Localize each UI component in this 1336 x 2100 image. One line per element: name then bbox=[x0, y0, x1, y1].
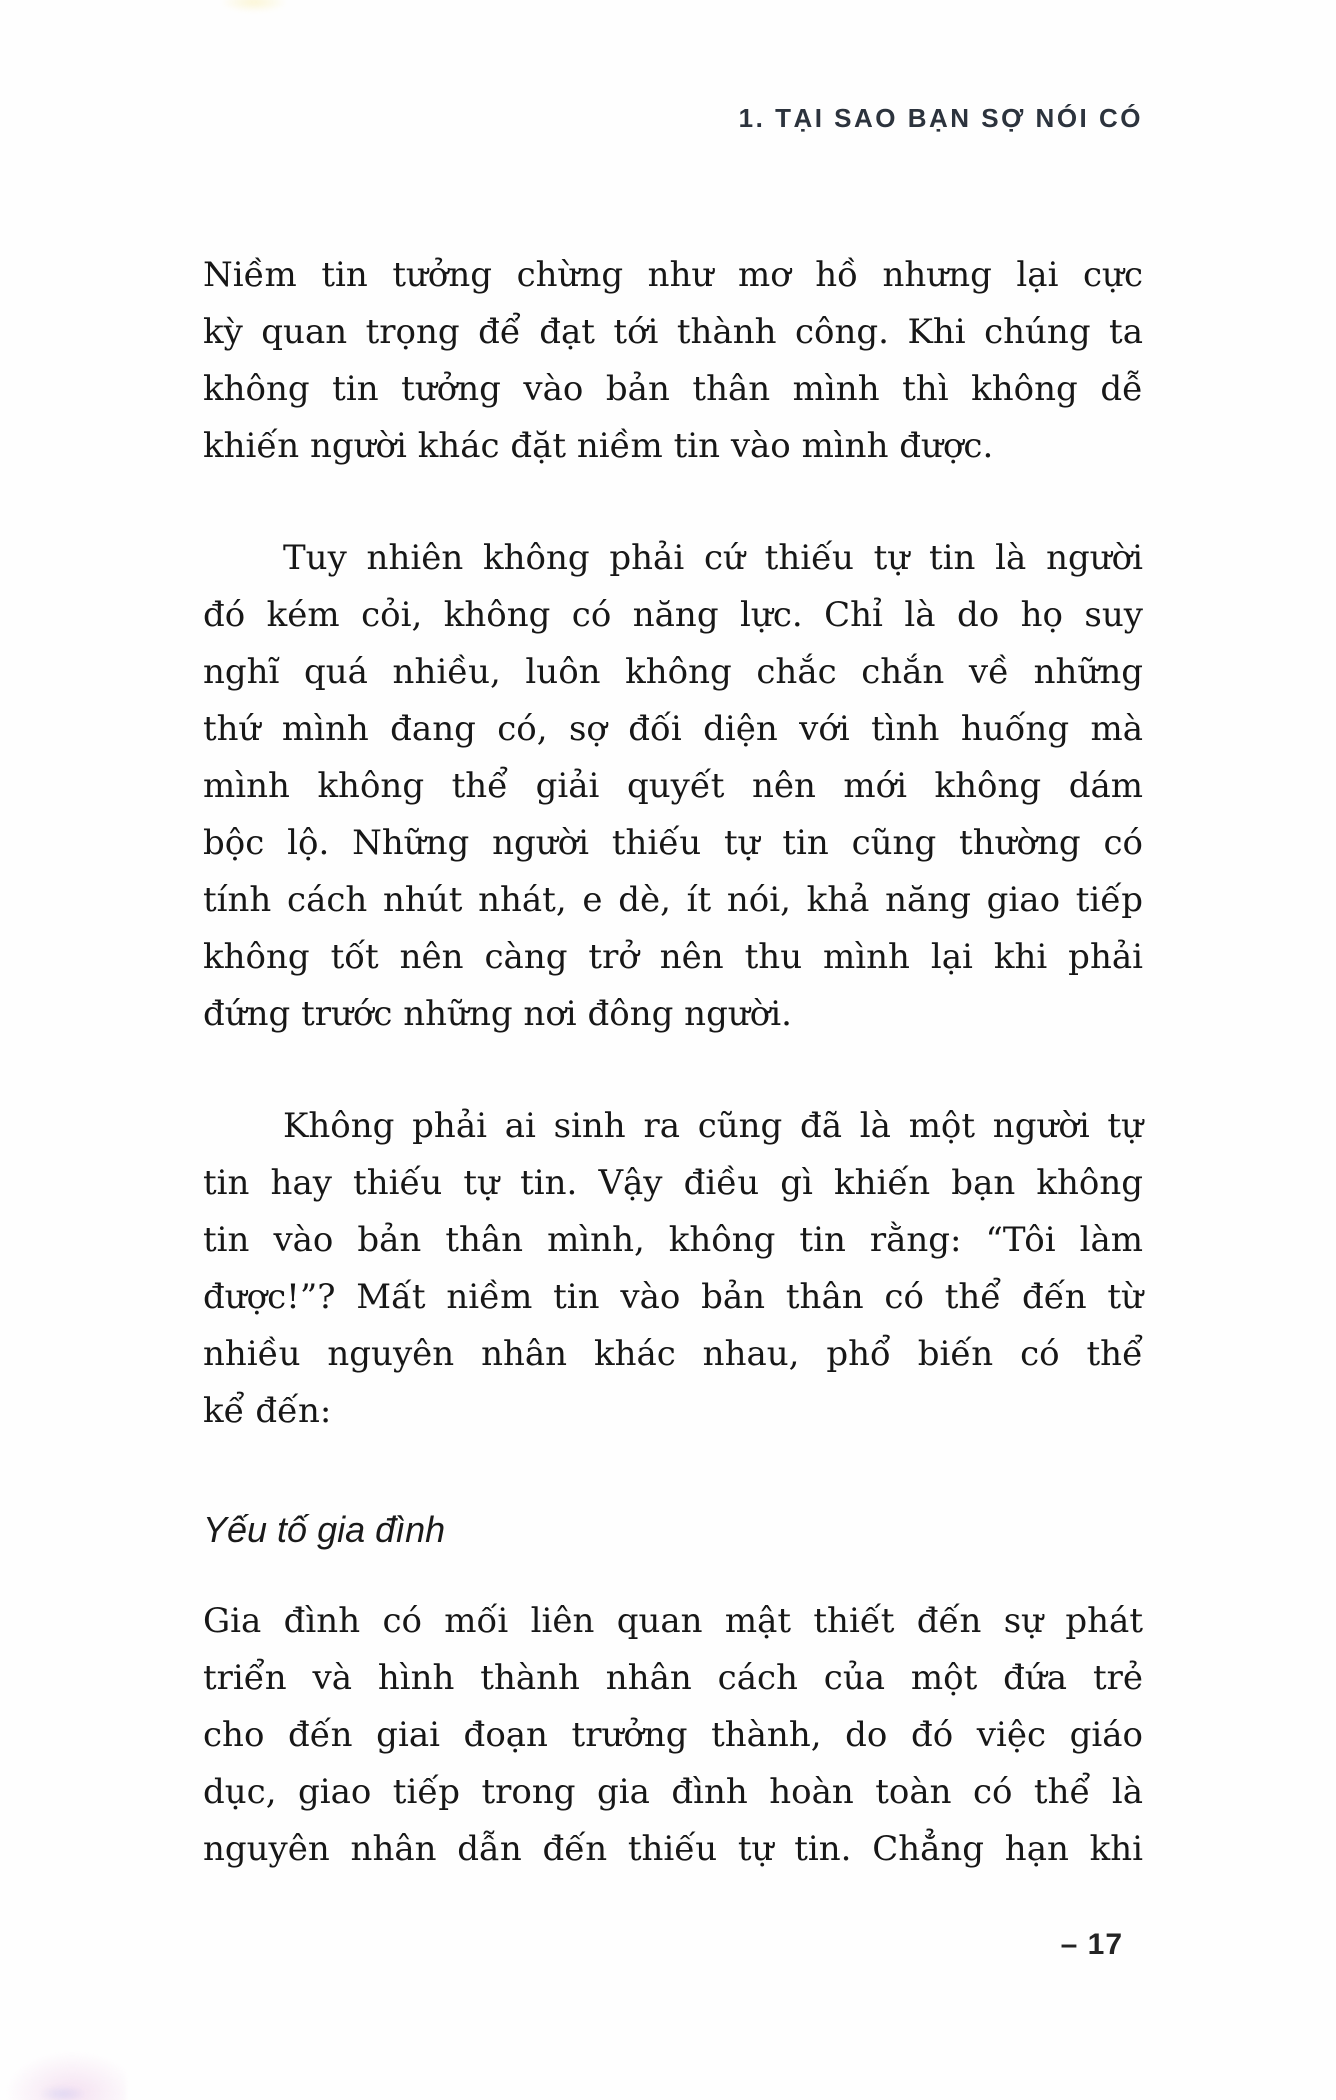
text-line: không tốt nên càng trở nên thu mình lại khi phải bbox=[203, 937, 1143, 977]
page-body bbox=[203, 247, 1143, 1933]
text-line: tính cách nhút nhát, e dè, ít nói, khả năng giao tiếp bbox=[203, 880, 1143, 920]
text-line: kể đến: bbox=[203, 1391, 332, 1431]
running-head: 1. TẠI SAO BẠN SỢ NÓI CÓ bbox=[738, 103, 1143, 133]
scan-smudge-blue bbox=[40, 2086, 86, 2100]
scan-smudge-pink bbox=[6, 2052, 126, 2100]
text-line: kỳ quan trọng để đạt tới thành công. Khi chúng ta bbox=[203, 312, 1143, 352]
text-line: dục, giao tiếp trong gia đình hoàn toàn có thể là bbox=[203, 1772, 1143, 1812]
text-line: Không phải ai sinh ra cũng đã là một người tự bbox=[283, 1106, 1143, 1146]
text-line: tin hay thiếu tự tin. Vậy điều gì khiến bạn không bbox=[203, 1163, 1143, 1203]
paragraph bbox=[203, 1098, 1143, 1440]
text-line: khiến người khác đặt niềm tin vào mình được. bbox=[203, 426, 994, 466]
text-line: đứng trước những nơi đông người. bbox=[203, 994, 792, 1034]
paragraph bbox=[203, 247, 1143, 475]
text-line: Tuy nhiên không phải cứ thiếu tự tin là người bbox=[283, 538, 1143, 578]
text-line: nguyên nhân dẫn đến thiếu tự tin. Chẳng hạn khi bbox=[203, 1829, 1143, 1869]
paragraph bbox=[203, 1593, 1143, 1878]
text-line: thứ mình đang có, sợ đối diện với tình huống mà bbox=[203, 709, 1143, 749]
text-line: triển và hình thành nhân cách của một đứa trẻ bbox=[203, 1658, 1143, 1698]
text-line: đó kém cỏi, không có năng lực. Chỉ là do họ suy bbox=[203, 595, 1143, 635]
section-heading: Yếu tố gia đình bbox=[203, 1509, 446, 1550]
text-line: được!”? Mất niềm tin vào bản thân có thể đến từ bbox=[203, 1277, 1143, 1317]
text-line: cho đến giai đoạn trưởng thành, do đó việc giáo bbox=[203, 1715, 1143, 1755]
scan-smudge-yellow bbox=[222, 0, 286, 12]
text-line: bộc lộ. Những người thiếu tự tin cũng thường có bbox=[203, 823, 1143, 863]
text-line: Gia đình có mối liên quan mật thiết đến sự phát bbox=[203, 1601, 1143, 1641]
text-line: mình không thể giải quyết nên mới không dám bbox=[203, 766, 1143, 806]
paragraph bbox=[203, 530, 1143, 1043]
page-number: – 17 bbox=[1060, 1928, 1123, 1961]
text-line: không tin tưởng vào bản thân mình thì không dễ bbox=[203, 369, 1143, 409]
text-line: Niềm tin tưởng chừng như mơ hồ nhưng lại cực bbox=[203, 255, 1143, 295]
text-line: nghĩ quá nhiều, luôn không chắc chắn về những bbox=[203, 652, 1143, 692]
text-line: tin vào bản thân mình, không tin rằng: “Tôi làm bbox=[203, 1220, 1143, 1260]
text-line: nhiều nguyên nhân khác nhau, phổ biến có thể bbox=[203, 1334, 1143, 1374]
